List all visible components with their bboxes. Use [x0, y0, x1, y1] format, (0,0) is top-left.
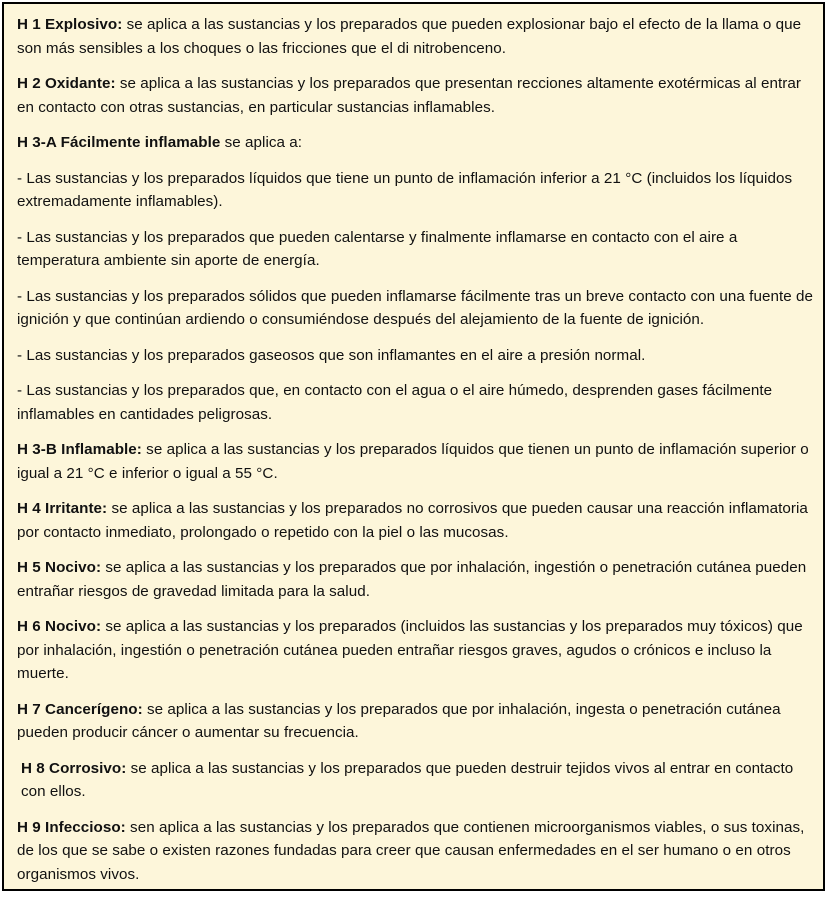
- term-description: sen aplica a las sustancias y los preparados que contienen microorganismos viables, o sus toxinas, de los que se sabe o existen razones fundadas para creer que causan enfermedades en el ser humano o en otros organismos vivos.: [17, 818, 805, 883]
- list-item-text: - Las sustancias y los preparados que, en contacto con el agua o el aire húmedo, desprenden gases fácilmente inflamables en cantidades peligrosas.: [17, 382, 773, 423]
- list-item-liquidos: [17, 167, 813, 214]
- term-description: se aplica a las sustancias y los preparados que por inhalación, ingesta o penetración cutánea pueden producir cáncer o aumentar su frecuencia.: [17, 700, 781, 741]
- term-label: H 8 Corrosivo:: [21, 759, 127, 777]
- term-description: se aplica a las sustancias y los preparados no corrosivos que pueden causar una reacción inflamatoria por contacto inmediato, prolongado o repetido con la piel o las mucosas.: [17, 500, 808, 541]
- term-label: H 9 Infeccioso:: [17, 818, 126, 836]
- term-label: H 3-B Inflamable:: [17, 441, 142, 458]
- hazard-classes-box: [2, 2, 825, 891]
- term-label: H 2 Oxidante:: [17, 75, 116, 92]
- term-label: H 4 Irritante:: [17, 500, 108, 517]
- list-item-calentarse: [17, 226, 813, 273]
- term-description: se aplica a:: [220, 134, 303, 151]
- term-label: H 5 Nocivo:: [17, 559, 102, 576]
- term-label: H 1 Explosivo:: [17, 16, 123, 33]
- term-description: se aplica a las sustancias y los preparados líquidos que tienen un punto de inflamación superior o igual a 21 °C e inferior o igual a 55 °C.: [17, 441, 809, 482]
- paragraph-h3a-facilmente-inflamable: [17, 131, 813, 155]
- paragraph-h1-explosivo: [17, 13, 813, 60]
- list-item-text: - Las sustancias y los preparados líquidos que tiene un punto de inflamación inferior a 21 °C (incluidos los líquidos extremadamente inflamables).: [17, 169, 793, 210]
- term-label: H 7 Cancerígeno:: [17, 700, 143, 718]
- list-item-text: - Las sustancias y los preparados que pueden calentarse y finalmente inflamarse en contacto con el aire a temperatura ambiente sin aporte de energía.: [17, 228, 738, 269]
- list-item-text: - Las sustancias y los preparados sólidos que pueden inflamarse fácilmente tras un breve contacto con una fuente de ignición y que continúan ardiendo o consumiéndose después del alejamiento de la fuente de ignición.: [17, 287, 813, 328]
- paragraph-h5-nocivo: [17, 556, 813, 603]
- list-item-agua: [17, 379, 813, 426]
- paragraph-h6-nocivo: [17, 615, 813, 686]
- list-item-text: - Las sustancias y los preparados gaseosos que son inflamantes en el aire a presión normal.: [17, 346, 646, 364]
- list-item-gaseosos: [17, 344, 813, 368]
- term-description: se aplica a las sustancias y los preparados que pueden explosionar bajo el efecto de la llama o que son más sensibles a los choques o las fricciones que el di nitrobenceno.: [17, 16, 802, 57]
- paragraph-h8-corrosivo: [17, 757, 813, 804]
- term-label: H 3-A Fácilmente inflamable: [17, 134, 221, 151]
- list-item-solidos: [17, 285, 813, 332]
- term-description: se aplica a las sustancias y los preparados que pueden destruir tejidos vivos al entrar en contacto con ellos.: [21, 759, 794, 800]
- paragraph-h4-irritante: [17, 497, 813, 544]
- paragraph-h7-cancerigeno: [17, 698, 813, 745]
- paragraph-h3b-inflamable: [17, 438, 813, 485]
- term-description: se aplica a las sustancias y los preparados que presentan recciones altamente exotérmicas al entrar en contacto con otras sustancias, en particular sustancias inflamables.: [17, 75, 801, 116]
- term-label: H 6 Nocivo:: [17, 618, 102, 635]
- paragraph-h2-oxidante: [17, 72, 813, 119]
- paragraph-h9-infeccioso: [17, 816, 813, 887]
- term-description: se aplica a las sustancias y los preparados (incluidos las sustancias y los preparados muy tóxicos) que por inhalación, ingestión o penetración cutánea pueden entrañar riesgos graves, agudos o crónicos e incluso la muerte.: [17, 618, 803, 682]
- term-description: se aplica a las sustancias y los preparados que por inhalación, ingestión o penetración cutánea pueden entrañar riesgos de gravedad limitada para la salud.: [17, 559, 807, 600]
